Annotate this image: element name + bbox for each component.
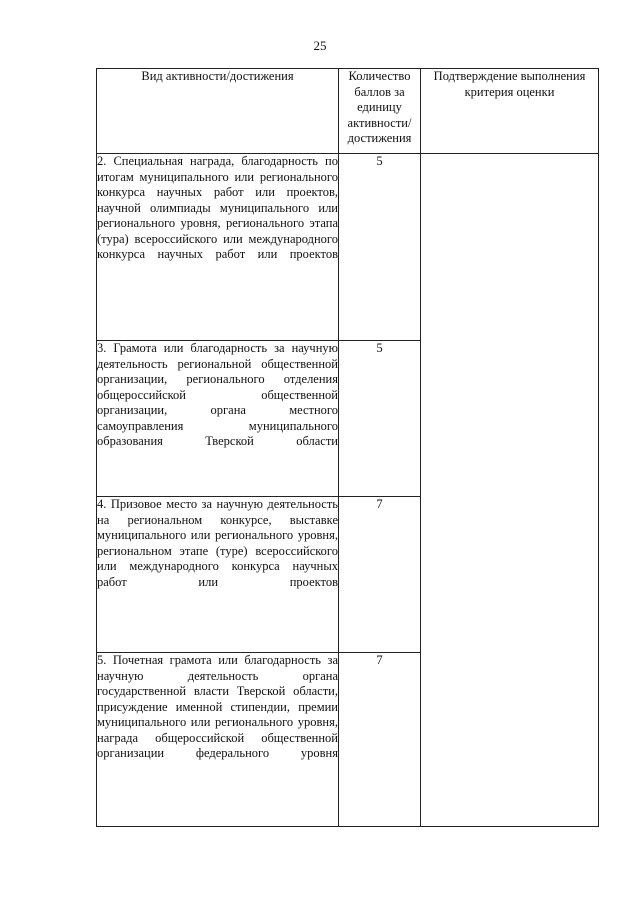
activity-cell: 5. Почетная грамота или благодарность за научную деятельность органа государственной власти Тверской области, присуждение именной стипендии, премии муниципального или регионального уровня, награда общероссийской общественной организации федерального уровня [97, 653, 339, 827]
page-number: 25 [313, 38, 327, 53]
header-activity: Вид активности/достижения [97, 69, 339, 154]
points-cell: 7 [339, 497, 421, 653]
activity-cell: 4. Призовое место за научную деятельность на региональном конкурсе, выставке муниципального или регионального уровня, региональном этапе (туре) всероссийского или международного конкурса научных работ или проектов [97, 497, 339, 653]
activity-cell: 2. Специальная награда, благодарность по итогам муниципального или регионального конкурса научных работ или проектов, научной олимпиады муниципального или регионального уровня, регионального этапа (тура) всероссийского или международного конкурса научных работ или проектов [97, 154, 339, 341]
header-confirmation: Подтверждение выполнения критерия оценки [421, 69, 599, 154]
points-cell: 5 [339, 341, 421, 497]
points-cell: 5 [339, 154, 421, 341]
activity-cell: 3. Грамота или благодарность за научную деятельность региональной общественной организации, регионального отделения общероссийской общественной организации, органа местного самоуправления муниципального образования Тверской области [97, 341, 339, 497]
table-header-row [97, 69, 599, 154]
criteria-table [96, 68, 599, 827]
points-cell: 7 [339, 653, 421, 827]
table-row [97, 154, 599, 341]
confirmation-cell [421, 154, 599, 827]
header-points: Количество баллов за единицу активности/ достижения [339, 69, 421, 154]
